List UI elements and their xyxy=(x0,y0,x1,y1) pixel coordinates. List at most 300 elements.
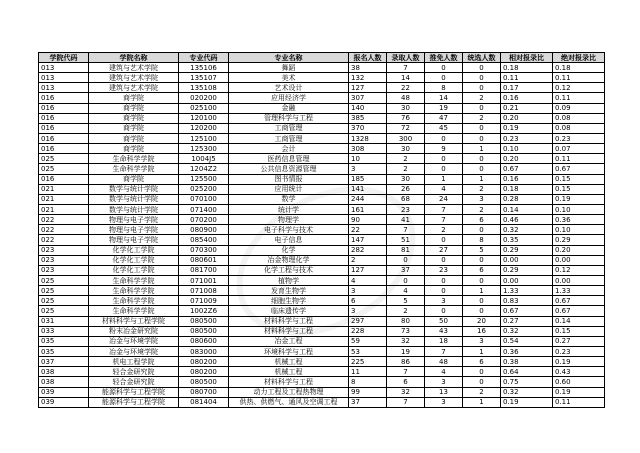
major-code-cell: 080500 xyxy=(179,377,229,387)
table-row xyxy=(39,377,605,387)
absolute-ratio-cell: 0.29 xyxy=(553,235,605,245)
college-name-cell: 化学化工学院 xyxy=(89,255,179,265)
admitted-cell: 81 xyxy=(387,245,425,255)
unified-cell: 0 xyxy=(463,296,501,306)
relative-ratio-cell: 0.00 xyxy=(501,275,553,285)
relative-ratio-cell: 0.67 xyxy=(501,306,553,316)
major-name-cell: 工商管理 xyxy=(229,123,349,133)
applicants-cell: 370 xyxy=(349,123,387,133)
major-name-cell: 会计 xyxy=(229,144,349,154)
table-row xyxy=(39,204,605,214)
applicants-cell: 6 xyxy=(349,296,387,306)
major-name-cell: 电子科学与技术 xyxy=(229,225,349,235)
relative-ratio-cell: 0.75 xyxy=(501,377,553,387)
major-name-cell: 细胞生物学 xyxy=(229,296,349,306)
unified-cell: 6 xyxy=(463,215,501,225)
college-name-cell: 建筑与艺术学院 xyxy=(89,73,179,83)
college-code-cell: 025 xyxy=(39,286,89,296)
major-name-cell: 应用经济学 xyxy=(229,93,349,103)
college-code-cell: 013 xyxy=(39,73,89,83)
major-name-cell: 化学工程与技术 xyxy=(229,265,349,275)
relative-ratio-cell: 0.19 xyxy=(501,397,553,407)
admission-ratio-table xyxy=(38,52,605,408)
major-code-cell: 080500 xyxy=(179,326,229,336)
major-code-cell: 071009 xyxy=(179,296,229,306)
college-code-cell: 023 xyxy=(39,255,89,265)
college-code-cell: 016 xyxy=(39,123,89,133)
unified-cell: 3 xyxy=(463,194,501,204)
unified-cell: 3 xyxy=(463,336,501,346)
college-code-cell: 023 xyxy=(39,245,89,255)
major-name-cell: 工商管理 xyxy=(229,133,349,143)
major-name-cell: 供热、供燃气、通风及空调工程 xyxy=(229,397,349,407)
recommended-cell: 0 xyxy=(425,255,463,265)
recommended-cell: 8 xyxy=(425,83,463,93)
major-code-cell: 070300 xyxy=(179,245,229,255)
college-name-cell: 冶金与环境学院 xyxy=(89,336,179,346)
recommended-cell: 45 xyxy=(425,123,463,133)
applicants-cell: 8 xyxy=(349,377,387,387)
relative-ratio-cell: 0.00 xyxy=(501,255,553,265)
college-code-cell: 022 xyxy=(39,225,89,235)
relative-ratio-cell: 0.35 xyxy=(501,235,553,245)
column-header: 报名人数 xyxy=(349,53,387,63)
unified-cell: 2 xyxy=(463,387,501,397)
column-header: 学院代码 xyxy=(39,53,89,63)
recommended-cell: 0 xyxy=(425,286,463,296)
major-code-cell: 071008 xyxy=(179,286,229,296)
unified-cell: 1 xyxy=(463,286,501,296)
unified-cell: 0 xyxy=(463,255,501,265)
major-code-cell: 1204Z2 xyxy=(179,164,229,174)
table-row xyxy=(39,265,605,275)
relative-ratio-cell: 0.16 xyxy=(501,93,553,103)
absolute-ratio-cell: 0.15 xyxy=(553,326,605,336)
table-row xyxy=(39,397,605,407)
major-code-cell: 080700 xyxy=(179,387,229,397)
relative-ratio-cell: 0.67 xyxy=(501,164,553,174)
recommended-cell: 0 xyxy=(425,275,463,285)
table-row xyxy=(39,367,605,377)
relative-ratio-cell: 0.64 xyxy=(501,367,553,377)
major-name-cell: 动力工程及工程热物理 xyxy=(229,387,349,397)
college-name-cell: 商学院 xyxy=(89,103,179,113)
admitted-cell: 7 xyxy=(387,367,425,377)
college-code-cell: 033 xyxy=(39,326,89,336)
major-name-cell: 机械工程 xyxy=(229,367,349,377)
unified-cell: 2 xyxy=(463,204,501,214)
recommended-cell: 0 xyxy=(425,73,463,83)
admitted-cell: 30 xyxy=(387,174,425,184)
college-name-cell: 能源科学与工程学院 xyxy=(89,387,179,397)
college-code-cell: 025 xyxy=(39,306,89,316)
unified-cell: 20 xyxy=(463,316,501,326)
major-code-cell: 080600 xyxy=(179,336,229,346)
major-code-cell: 1004J5 xyxy=(179,154,229,164)
applicants-cell: 127 xyxy=(349,83,387,93)
major-code-cell: 135107 xyxy=(179,73,229,83)
admitted-cell: 22 xyxy=(387,83,425,93)
table-row xyxy=(39,73,605,83)
major-name-cell: 金融 xyxy=(229,103,349,113)
relative-ratio-cell: 0.28 xyxy=(501,194,553,204)
recommended-cell: 4 xyxy=(425,367,463,377)
major-name-cell: 统计学 xyxy=(229,204,349,214)
unified-cell: 0 xyxy=(463,306,501,316)
table-row xyxy=(39,83,605,93)
absolute-ratio-cell: 0.10 xyxy=(553,204,605,214)
recommended-cell: 0 xyxy=(425,133,463,143)
relative-ratio-cell: 0.21 xyxy=(501,103,553,113)
unified-cell: 0 xyxy=(463,133,501,143)
applicants-cell: 244 xyxy=(349,194,387,204)
table-row xyxy=(39,357,605,367)
college-code-cell: 025 xyxy=(39,275,89,285)
unified-cell: 0 xyxy=(463,367,501,377)
unified-cell: 1 xyxy=(463,397,501,407)
major-name-cell: 物理学 xyxy=(229,215,349,225)
admitted-cell: 0 xyxy=(387,255,425,265)
major-code-cell: 080900 xyxy=(179,225,229,235)
major-name-cell: 公共信息资源管理 xyxy=(229,164,349,174)
admitted-cell: 32 xyxy=(387,336,425,346)
table-row xyxy=(39,113,605,123)
absolute-ratio-cell: 0.11 xyxy=(553,93,605,103)
absolute-ratio-cell: 0.07 xyxy=(553,144,605,154)
table-row xyxy=(39,164,605,174)
recommended-cell: 7 xyxy=(425,346,463,356)
admitted-cell: 14 xyxy=(387,73,425,83)
recommended-cell: 0 xyxy=(425,164,463,174)
admitted-cell: 30 xyxy=(387,103,425,113)
relative-ratio-cell: 0.46 xyxy=(501,215,553,225)
college-name-cell: 生命科学学院 xyxy=(89,306,179,316)
recommended-cell: 48 xyxy=(425,357,463,367)
college-code-cell: 013 xyxy=(39,83,89,93)
recommended-cell: 3 xyxy=(425,397,463,407)
admitted-cell: 73 xyxy=(387,326,425,336)
major-name-cell: 机械工程 xyxy=(229,357,349,367)
table-row xyxy=(39,275,605,285)
admitted-cell: 0 xyxy=(387,275,425,285)
relative-ratio-cell: 0.83 xyxy=(501,296,553,306)
major-name-cell: 艺术设计 xyxy=(229,83,349,93)
college-code-cell: 021 xyxy=(39,194,89,204)
college-name-cell: 商学院 xyxy=(89,144,179,154)
college-code-cell: 035 xyxy=(39,336,89,346)
college-name-cell: 数学与统计学院 xyxy=(89,204,179,214)
applicants-cell: 185 xyxy=(349,174,387,184)
applicants-cell: 37 xyxy=(349,397,387,407)
absolute-ratio-cell: 0.60 xyxy=(553,377,605,387)
recommended-cell: 19 xyxy=(425,103,463,113)
applicants-cell: 90 xyxy=(349,215,387,225)
admitted-cell: 80 xyxy=(387,316,425,326)
applicants-cell: 99 xyxy=(349,387,387,397)
major-name-cell: 植物学 xyxy=(229,275,349,285)
admitted-cell: 26 xyxy=(387,184,425,194)
admitted-cell: 7 xyxy=(387,63,425,73)
major-code-cell: 083000 xyxy=(179,346,229,356)
header-row xyxy=(39,53,605,63)
relative-ratio-cell: 0.18 xyxy=(501,184,553,194)
major-code-cell: 135106 xyxy=(179,63,229,73)
recommended-cell: 9 xyxy=(425,144,463,154)
relative-ratio-cell: 0.54 xyxy=(501,336,553,346)
major-name-cell: 冶金工程 xyxy=(229,336,349,346)
college-name-cell: 物理与电子学院 xyxy=(89,225,179,235)
unified-cell: 8 xyxy=(463,235,501,245)
table-row xyxy=(39,387,605,397)
admitted-cell: 300 xyxy=(387,133,425,143)
major-code-cell: 025100 xyxy=(179,103,229,113)
unified-cell: 1 xyxy=(463,144,501,154)
relative-ratio-cell: 0.32 xyxy=(501,225,553,235)
college-name-cell: 生命科学学院 xyxy=(89,164,179,174)
column-header: 相对报录比 xyxy=(501,53,553,63)
table-row xyxy=(39,326,605,336)
college-name-cell: 冶金与环境学院 xyxy=(89,346,179,356)
major-code-cell: 080601 xyxy=(179,255,229,265)
recommended-cell: 2 xyxy=(425,225,463,235)
college-name-cell: 商学院 xyxy=(89,174,179,184)
major-code-cell: 070100 xyxy=(179,194,229,204)
relative-ratio-cell: 0.18 xyxy=(501,63,553,73)
unified-cell: 0 xyxy=(463,275,501,285)
absolute-ratio-cell: 0.19 xyxy=(553,387,605,397)
column-header: 学院名称 xyxy=(89,53,179,63)
absolute-ratio-cell: 0.08 xyxy=(553,123,605,133)
column-header: 绝对报录比 xyxy=(553,53,605,63)
college-name-cell: 商学院 xyxy=(89,93,179,103)
applicants-cell: 147 xyxy=(349,235,387,245)
admitted-cell: 48 xyxy=(387,93,425,103)
major-name-cell: 发育生物学 xyxy=(229,286,349,296)
major-name-cell: 材料科学与工程 xyxy=(229,316,349,326)
absolute-ratio-cell: 0.11 xyxy=(553,154,605,164)
column-header: 推免人数 xyxy=(425,53,463,63)
absolute-ratio-cell: 0.12 xyxy=(553,83,605,93)
major-code-cell: 080500 xyxy=(179,316,229,326)
applicants-cell: 10 xyxy=(349,154,387,164)
table-row xyxy=(39,154,605,164)
college-name-cell: 生命科学学院 xyxy=(89,296,179,306)
college-name-cell: 建筑与艺术学院 xyxy=(89,83,179,93)
admitted-cell: 51 xyxy=(387,235,425,245)
relative-ratio-cell: 1.33 xyxy=(501,286,553,296)
admitted-cell: 4 xyxy=(387,286,425,296)
college-name-cell: 数学与统计学院 xyxy=(89,184,179,194)
applicants-cell: 38 xyxy=(349,63,387,73)
recommended-cell: 4 xyxy=(425,184,463,194)
unified-cell: 0 xyxy=(463,164,501,174)
college-name-cell: 材料科学与工程学院 xyxy=(89,316,179,326)
major-name-cell: 化学 xyxy=(229,245,349,255)
absolute-ratio-cell: 0.20 xyxy=(553,245,605,255)
unified-cell: 0 xyxy=(463,83,501,93)
college-code-cell: 016 xyxy=(39,133,89,143)
major-code-cell: 135108 xyxy=(179,83,229,93)
absolute-ratio-cell: 0.11 xyxy=(553,73,605,83)
college-code-cell: 016 xyxy=(39,103,89,113)
applicants-cell: 161 xyxy=(349,204,387,214)
college-code-cell: 022 xyxy=(39,235,89,245)
table-row xyxy=(39,306,605,316)
recommended-cell: 1 xyxy=(425,174,463,184)
relative-ratio-cell: 0.32 xyxy=(501,326,553,336)
absolute-ratio-cell: 0.12 xyxy=(553,265,605,275)
recommended-cell: 18 xyxy=(425,336,463,346)
college-name-cell: 轻合金研究院 xyxy=(89,367,179,377)
college-code-cell: 025 xyxy=(39,154,89,164)
table-row xyxy=(39,245,605,255)
major-name-cell: 数学 xyxy=(229,194,349,204)
major-code-cell: 080200 xyxy=(179,357,229,367)
table-row xyxy=(39,316,605,326)
admitted-cell: 7 xyxy=(387,225,425,235)
table-row xyxy=(39,123,605,133)
college-name-cell: 商学院 xyxy=(89,113,179,123)
applicants-cell: 3 xyxy=(349,286,387,296)
applicants-cell: 228 xyxy=(349,326,387,336)
college-name-cell: 粉末冶金研究院 xyxy=(89,326,179,336)
major-name-cell: 电子信息 xyxy=(229,235,349,245)
absolute-ratio-cell: 0.10 xyxy=(553,225,605,235)
column-header: 录取人数 xyxy=(387,53,425,63)
unified-cell: 6 xyxy=(463,357,501,367)
absolute-ratio-cell: 0.23 xyxy=(553,133,605,143)
absolute-ratio-cell: 0.19 xyxy=(553,357,605,367)
college-code-cell: 016 xyxy=(39,144,89,154)
college-name-cell: 机电工程学院 xyxy=(89,357,179,367)
absolute-ratio-cell: 0.11 xyxy=(553,397,605,407)
table-row xyxy=(39,103,605,113)
table-row xyxy=(39,144,605,154)
recommended-cell: 0 xyxy=(425,63,463,73)
college-code-cell: 023 xyxy=(39,265,89,275)
unified-cell: 0 xyxy=(463,123,501,133)
major-name-cell: 美术 xyxy=(229,73,349,83)
relative-ratio-cell: 0.23 xyxy=(501,133,553,143)
major-code-cell: 020200 xyxy=(179,93,229,103)
major-code-cell: 071001 xyxy=(179,275,229,285)
table-row xyxy=(39,235,605,245)
recommended-cell: 7 xyxy=(425,204,463,214)
admitted-cell: 19 xyxy=(387,346,425,356)
applicants-cell: 59 xyxy=(349,336,387,346)
major-code-cell: 071400 xyxy=(179,204,229,214)
absolute-ratio-cell: 0.15 xyxy=(553,184,605,194)
major-name-cell: 冶金物理化学 xyxy=(229,255,349,265)
admitted-cell: 23 xyxy=(387,204,425,214)
absolute-ratio-cell: 0.09 xyxy=(553,103,605,113)
major-code-cell: 085400 xyxy=(179,235,229,245)
column-header: 专业代码 xyxy=(179,53,229,63)
recommended-cell: 47 xyxy=(425,113,463,123)
applicants-cell: 53 xyxy=(349,346,387,356)
admitted-cell: 2 xyxy=(387,154,425,164)
college-code-cell: 016 xyxy=(39,113,89,123)
relative-ratio-cell: 0.27 xyxy=(501,316,553,326)
absolute-ratio-cell: 0.23 xyxy=(553,346,605,356)
applicants-cell: 127 xyxy=(349,265,387,275)
unified-cell: 0 xyxy=(463,103,501,113)
applicants-cell: 132 xyxy=(349,73,387,83)
relative-ratio-cell: 0.11 xyxy=(501,73,553,83)
college-code-cell: 039 xyxy=(39,387,89,397)
unified-cell: 0 xyxy=(463,63,501,73)
major-code-cell: 081700 xyxy=(179,265,229,275)
major-code-cell: 120200 xyxy=(179,123,229,133)
unified-cell: 1 xyxy=(463,346,501,356)
table-body xyxy=(39,63,605,408)
college-code-cell: 037 xyxy=(39,357,89,367)
admitted-cell: 5 xyxy=(387,296,425,306)
major-name-cell: 材料科学与工程 xyxy=(229,326,349,336)
major-name-cell: 管理科学与工程 xyxy=(229,113,349,123)
recommended-cell: 24 xyxy=(425,194,463,204)
major-name-cell: 材料科学与工程 xyxy=(229,377,349,387)
college-name-cell: 生命科学学院 xyxy=(89,275,179,285)
absolute-ratio-cell: 0.43 xyxy=(553,367,605,377)
recommended-cell: 23 xyxy=(425,265,463,275)
admitted-cell: 2 xyxy=(387,164,425,174)
unified-cell: 0 xyxy=(463,73,501,83)
admitted-cell: 68 xyxy=(387,194,425,204)
relative-ratio-cell: 0.32 xyxy=(501,387,553,397)
major-code-cell: 1002Z6 xyxy=(179,306,229,316)
absolute-ratio-cell: 0.67 xyxy=(553,296,605,306)
applicants-cell: 1328 xyxy=(349,133,387,143)
major-name-cell: 医药信息管理 xyxy=(229,154,349,164)
absolute-ratio-cell: 0.67 xyxy=(553,164,605,174)
unified-cell: 2 xyxy=(463,93,501,103)
applicants-cell: 4 xyxy=(349,275,387,285)
applicants-cell: 297 xyxy=(349,316,387,326)
college-code-cell: 013 xyxy=(39,63,89,73)
major-name-cell: 临床遗传学 xyxy=(229,306,349,316)
college-code-cell: 025 xyxy=(39,296,89,306)
college-code-cell: 025 xyxy=(39,164,89,174)
admitted-cell: 76 xyxy=(387,113,425,123)
recommended-cell: 43 xyxy=(425,326,463,336)
college-name-cell: 物理与电子学院 xyxy=(89,235,179,245)
relative-ratio-cell: 0.29 xyxy=(501,245,553,255)
relative-ratio-cell: 0.20 xyxy=(501,113,553,123)
recommended-cell: 3 xyxy=(425,377,463,387)
relative-ratio-cell: 0.10 xyxy=(501,144,553,154)
table-row xyxy=(39,194,605,204)
college-name-cell: 能源科学与工程学院 xyxy=(89,397,179,407)
table-row xyxy=(39,174,605,184)
admitted-cell: 30 xyxy=(387,144,425,154)
relative-ratio-cell: 0.14 xyxy=(501,204,553,214)
college-name-cell: 商学院 xyxy=(89,133,179,143)
unified-cell: 2 xyxy=(463,113,501,123)
applicants-cell: 308 xyxy=(349,144,387,154)
college-code-cell: 016 xyxy=(39,174,89,184)
college-name-cell: 生命科学学院 xyxy=(89,154,179,164)
college-name-cell: 物理与电子学院 xyxy=(89,215,179,225)
absolute-ratio-cell: 0.00 xyxy=(553,255,605,265)
table-row xyxy=(39,286,605,296)
absolute-ratio-cell: 0.14 xyxy=(553,316,605,326)
applicants-cell: 141 xyxy=(349,184,387,194)
table-row xyxy=(39,184,605,194)
college-name-cell: 数学与统计学院 xyxy=(89,194,179,204)
table-row xyxy=(39,346,605,356)
relative-ratio-cell: 0.38 xyxy=(501,357,553,367)
